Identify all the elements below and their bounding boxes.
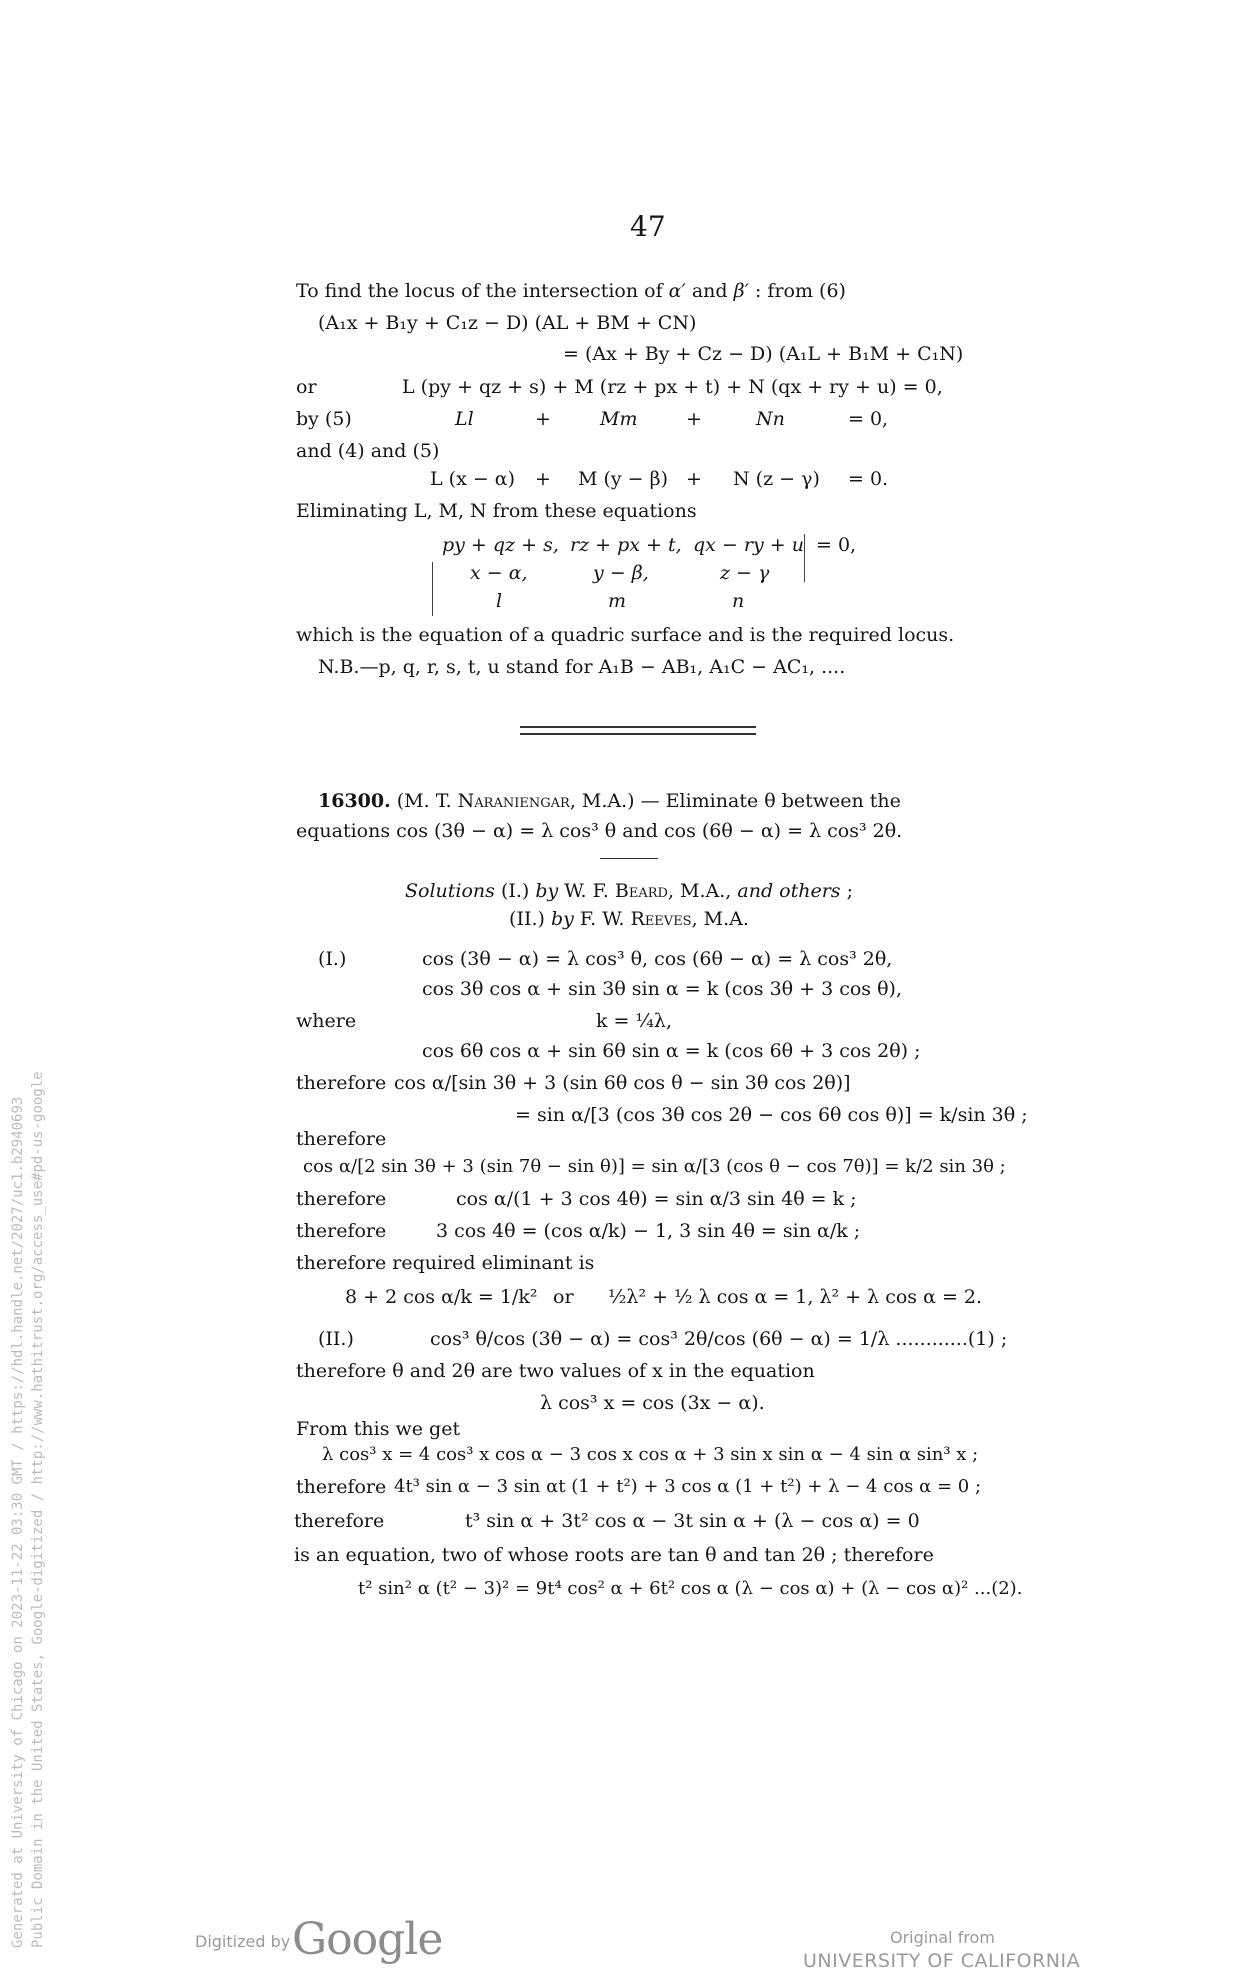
sol2-a: (II.)	[509, 908, 551, 930]
section-divider-top	[520, 726, 756, 728]
problem-author-name: Naraniengar	[457, 790, 570, 812]
eq3-nn: Nn	[756, 408, 785, 430]
sol2-b: F. W.	[573, 908, 631, 930]
problem-author-close: , M.A.) — Eliminate θ between the	[569, 790, 901, 812]
beta-prime: β′	[733, 280, 749, 302]
sol1-line11a: 8 + 2 cos α/k = 1/k²	[345, 1286, 538, 1308]
det-bar-left	[432, 562, 433, 616]
equation-1a: (A₁x + B₁y + C₁z − D) (AL + BM + CN)	[318, 312, 697, 334]
locus-intro	[296, 282, 846, 301]
by5-label: by (5)	[296, 408, 352, 430]
locus-intro-a: To find the locus of the intersection of	[296, 280, 669, 302]
sol2-line6: 4t³ sin α − 3 sin αt (1 + t²) + 3 cos α (1 + t²) + λ − 4 cos α = 0 ;	[394, 1476, 982, 1497]
or-label: or	[296, 376, 317, 398]
sol1-therefore-4: therefore	[296, 1220, 387, 1242]
and45-label: and (4) and (5)	[296, 440, 440, 462]
eq4-plus-2: +	[686, 468, 702, 490]
sol2-reeves: Reeves	[630, 908, 692, 930]
sol2-line3: λ cos³ x = cos (3x − α).	[540, 1392, 765, 1414]
equation-1b: = (Ax + By + Cz − D) (A₁L + B₁M + C₁N)	[563, 343, 964, 365]
sol-by: by	[535, 880, 559, 902]
sol1-therefore-2: therefore	[296, 1128, 387, 1150]
eq3-zero: = 0,	[848, 408, 889, 430]
sol2-line1: cos³ θ/cos (3θ − α) = cos³ 2θ/cos (6θ − α) = 1/λ ............(1) ;	[430, 1328, 1008, 1350]
locus-intro-and: and	[685, 280, 734, 302]
sol1-line6: = sin α/[3 (cos 3θ cos 2θ − cos 6θ cos θ)] = k/sin 3θ ;	[515, 1104, 1028, 1126]
sol-and-others: and others	[737, 880, 841, 902]
det-r2c1: x − α,	[470, 562, 528, 584]
nb-text: N.B.—p, q, r, s, t, u stand for A₁B − AB₁, A₁C − AC₁, ....	[318, 656, 846, 678]
institution-label: UNIVERSITY OF CALIFORNIA	[803, 1950, 1081, 1972]
eq4-m: M (y − β)	[578, 468, 669, 490]
sol-c: W. F.	[558, 880, 615, 902]
det-r1c2: rz + px + t,	[570, 534, 682, 556]
short-divider	[600, 858, 658, 859]
hathitrust-note-line1: Generated at University of Chicago on 2023-11-22 03:30 GMT / https://hdl.handle.net/2027/uc1.b2940693	[10, 1096, 26, 1948]
solutions-credit-2	[0, 910, 1258, 929]
sol1-line10: therefore required eliminant is	[296, 1252, 595, 1274]
sol1-line11b: ½λ² + ½ λ cos α = 1, λ² + λ cos α = 2.	[608, 1286, 983, 1308]
sol1-line4: cos 6θ cos α + sin 6θ sin α = k (cos 6θ + 3 cos 2θ) ;	[422, 1040, 921, 1062]
problem-number: 16300.	[318, 790, 391, 812]
sol2-by: by	[550, 908, 574, 930]
sol-word: Solutions	[404, 880, 495, 902]
eq4-l: L (x − α)	[430, 468, 516, 490]
sol1-where: where	[296, 1010, 357, 1032]
det-r3c2: m	[608, 590, 627, 612]
sol1-line5: cos α/[sin 3θ + 3 (sin 6θ cos θ − sin 3θ cos 2θ)]	[394, 1072, 851, 1094]
sol-b: (I.)	[494, 880, 536, 902]
sol2-line9: t² sin² α (t² − 3)² = 9t⁴ cos² α + 6t² cos α (λ − cos α) + (λ − cos α)² ...(2).	[358, 1578, 1023, 1599]
sol1-line7: cos α/[2 sin 3θ + 3 (sin 7θ − sin θ)] = sin α/[3 (cos θ − cos 7θ)] = k/2 sin 3θ ;	[303, 1156, 1006, 1177]
eq3-plus-1: +	[535, 408, 551, 430]
eq4-zero: = 0.	[848, 468, 889, 490]
sol2-line2: therefore θ and 2θ are two values of x in the equation	[296, 1360, 815, 1382]
sol1-therefore-3: therefore	[296, 1188, 387, 1210]
sol1-line9: 3 cos 4θ = (cos α/k) − 1, 3 sin 4θ = sin α/k ;	[436, 1220, 861, 1242]
det-r2c2: y − β,	[593, 562, 649, 584]
eq3-plus-2: +	[686, 408, 702, 430]
det-r1c3: qx − ry + u	[693, 534, 804, 556]
sol2-line4: From this we get	[296, 1418, 461, 1440]
section-divider-bottom	[520, 733, 756, 735]
det-eq: = 0,	[816, 534, 857, 556]
eq3-mm: Mm	[600, 408, 638, 430]
det-r3c1: l	[496, 590, 503, 612]
det-bar-right	[804, 534, 805, 582]
locus-intro-b: : from (6)	[748, 280, 846, 302]
digitized-by-label: Digitized by	[195, 1932, 291, 1951]
alpha-prime: α′	[668, 280, 686, 302]
det-r1c1: py + qz + s,	[442, 534, 559, 556]
sol2-c: , M.A.	[691, 908, 749, 930]
solutions-credit-1	[0, 882, 1258, 901]
sol2-line7: t³ sin α + 3t² cos α − 3t sin α + (λ − cos α) = 0	[465, 1510, 920, 1532]
sol2-therefore-2: therefore	[294, 1510, 385, 1532]
sol1-line11-or: or	[553, 1286, 574, 1308]
det-r3c3: n	[732, 590, 745, 612]
sol2-label: (II.)	[318, 1328, 354, 1350]
sol1-line1: cos (3θ − α) = λ cos³ θ, cos (6θ − α) = λ cos³ 2θ,	[422, 948, 893, 970]
equation-2: L (py + qz + s) + M (rz + px + t) + N (qx + ry + u) = 0,	[402, 376, 943, 398]
sol1-line3: k = ¼λ,	[596, 1010, 673, 1032]
which-text: which is the equation of a quadric surface and is the required locus.	[296, 624, 955, 646]
eq4-n: N (z − γ)	[733, 468, 820, 490]
sol-beard: Beard	[614, 880, 668, 902]
eliminating-text: Eliminating L, M, N from these equations	[296, 500, 697, 522]
det-r2c3: z − γ	[720, 562, 770, 584]
eq3-ll: Ll	[455, 408, 474, 430]
hathitrust-note-line2: Public Domain in the United States, Google-digitized / http://www.hathitrust.org/access_use#pd-us-google	[30, 1071, 46, 1948]
sol2-line8: is an equation, two of whose roots are tan θ and tan 2θ ; therefore	[294, 1544, 934, 1566]
eq4-plus-1: +	[535, 468, 551, 490]
sol1-therefore-1: therefore	[296, 1072, 387, 1094]
page-number: 47	[630, 210, 666, 243]
problem-equations: equations cos (3θ − α) = λ cos³ θ and cos (6θ − α) = λ cos³ 2θ.	[296, 820, 903, 842]
sol1-line2: cos 3θ cos α + sin 3θ sin α = k (cos 3θ + 3 cos θ),	[422, 978, 902, 1000]
problem-author-open: (M. T.	[396, 790, 458, 812]
problem-header	[318, 792, 901, 811]
original-from-label: Original from	[890, 1928, 995, 1947]
sol1-label: (I.)	[318, 948, 347, 970]
sol1-line8: cos α/(1 + 3 cos 4θ) = sin α/3 sin 4θ = k ;	[456, 1188, 857, 1210]
sol-e: ;	[840, 880, 853, 902]
hathitrust-note	[8, 948, 48, 1948]
google-logo: Google	[292, 1914, 443, 1965]
sol2-line5: λ cos³ x = 4 cos³ x cos α − 3 cos x cos α + 3 sin x sin α − 4 sin α sin³ x ;	[322, 1444, 979, 1465]
sol2-therefore-1: therefore	[296, 1476, 387, 1498]
sol-d: , M.A.,	[667, 880, 738, 902]
